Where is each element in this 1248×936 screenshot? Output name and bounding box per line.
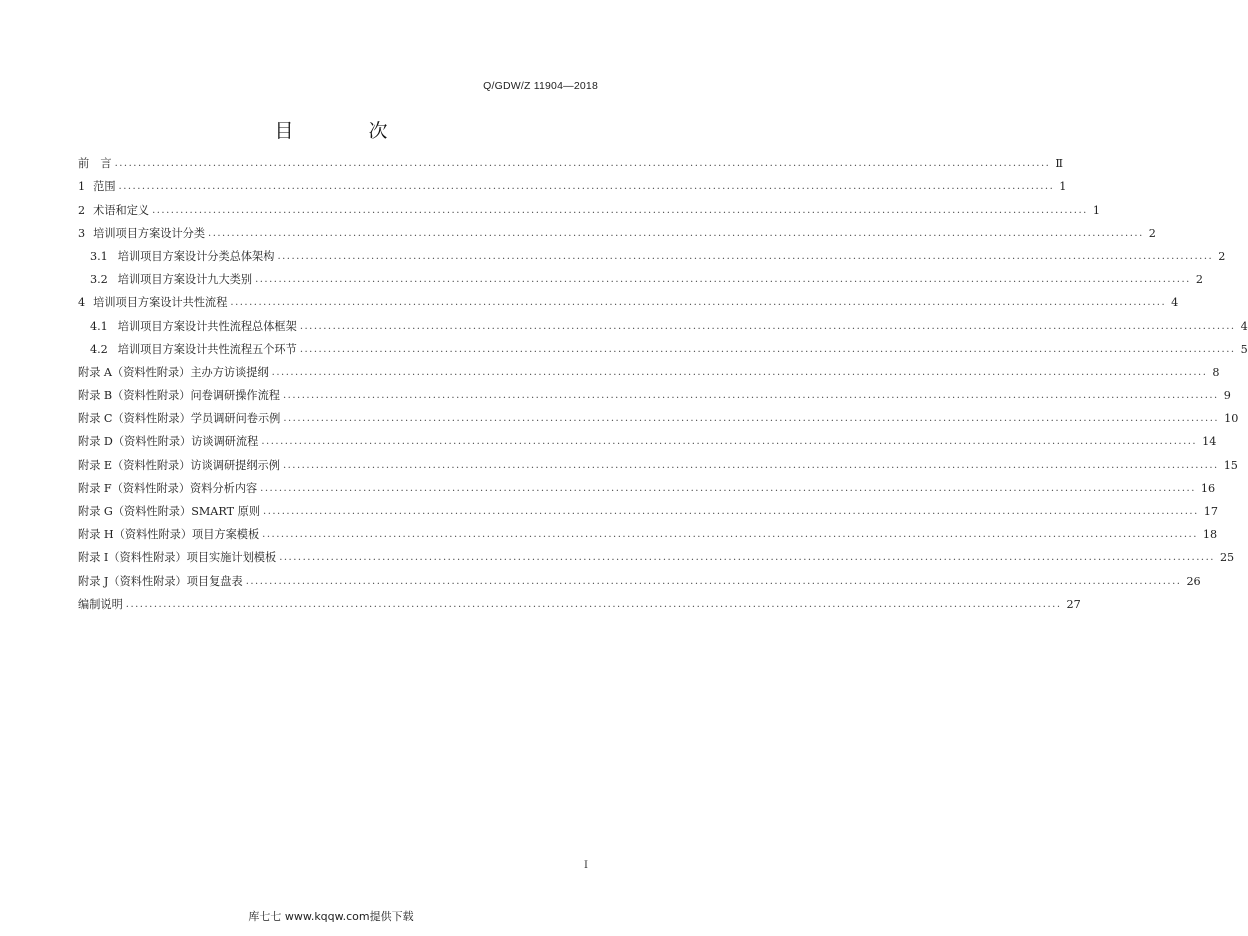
toc-entry-title: 培训项目方案设计共性流程总体框架 — [117, 319, 297, 333]
toc-entry-number: 2 — [78, 203, 86, 217]
toc-entry[interactable] — [78, 589, 1081, 612]
toc-entry-number: 4.1 — [90, 319, 108, 333]
toc-page-number: 2 — [1195, 273, 1203, 287]
toc-appendix-label: 附录 A（资料性附录） — [78, 365, 191, 379]
download-watermark: 库七七 www.kqqw.com提供下载 — [248, 910, 414, 923]
toc-page-number: Ⅱ — [1055, 157, 1063, 171]
toc-entry-title: 问卷调研操作流程 — [190, 389, 280, 403]
toc-entry[interactable] — [78, 473, 1216, 496]
toc-page-number: 8 — [1212, 365, 1220, 379]
toc-entry-title: 编制说明 — [78, 597, 123, 611]
page-number: I — [584, 860, 588, 871]
toc-page-number: 5 — [1240, 342, 1248, 356]
dot-leader: ........................................................................................................................................................................................................ — [152, 204, 1088, 216]
dot-leader: ........................................................................................................................................................................................................ — [263, 506, 1199, 517]
toc-entry-number: 4.2 — [90, 342, 108, 356]
dot-leader: ........................................................................................................................................................................................................ — [271, 366, 1208, 378]
toc-entry-title: 培训项目方案设计共性流程五个环节 — [117, 342, 297, 356]
toc-appendix-label: 附录 C（资料性附录） — [78, 412, 191, 426]
toc-entry[interactable] — [78, 449, 1238, 472]
toc-page-number: 18 — [1202, 528, 1218, 542]
toc-appendix-label: 附录 G（资料性附录） — [78, 505, 192, 518]
toc-entry[interactable] — [78, 241, 1226, 264]
dot-leader: ........................................................................................................................................................................................................ — [299, 343, 1236, 355]
dot-leader: ........................................................................................................................................................................................................ — [230, 297, 1167, 309]
toc-entry-number: 3.1 — [90, 249, 108, 263]
toc-entry[interactable] — [78, 171, 1067, 194]
toc-page-number: 4 — [1171, 296, 1179, 310]
toc-entry-number: 4 — [78, 296, 86, 310]
toc-entry-title: 访谈调研流程 — [191, 435, 259, 449]
toc-page-number: 10 — [1224, 412, 1239, 426]
toc-appendix-label: 附录 I（资料性附录） — [78, 551, 187, 565]
toc-page-number: 2 — [1218, 249, 1226, 263]
toc-entry-title: 前 言 — [78, 157, 112, 171]
toc-appendix-label: 附录 J（资料性附录） — [78, 574, 187, 588]
toc-page-number: 25 — [1219, 551, 1235, 565]
toc-entry-title: 范围 — [93, 180, 116, 194]
toc-entry[interactable] — [78, 565, 1201, 588]
toc-appendix-label: 附录 F（资料性附录） — [78, 481, 191, 495]
dot-leader: ........................................................................................................................................................................................................ — [125, 598, 1062, 610]
dot-leader: ........................................................................................................................................................................................................ — [279, 552, 1215, 564]
toc-page-number: 2 — [1148, 226, 1156, 240]
toc-entry[interactable] — [78, 380, 1231, 403]
toc-appendix-label: 附录 D（资料性附录） — [78, 435, 192, 449]
toc-entry[interactable] — [78, 519, 1218, 542]
toc-entry-number: 3.2 — [90, 273, 108, 287]
dot-leader: ........................................................................................................................................................................................................ — [277, 250, 1214, 262]
toc-entry-title: 培训项目方案设计分类 — [93, 226, 206, 240]
toc-appendix-label: 附录 H（资料性附录） — [78, 528, 193, 542]
toc-entry-number: 1 — [78, 180, 86, 194]
page-title: 目 次 — [274, 120, 416, 142]
toc-page-number: 17 — [1203, 505, 1219, 518]
dot-leader: ........................................................................................................................................................................................................ — [261, 436, 1198, 448]
toc-entry-title: 培训项目方案设计九大类别 — [117, 273, 253, 287]
toc-entry[interactable] — [78, 426, 1217, 449]
toc-page-number: 14 — [1202, 435, 1217, 449]
toc-entry[interactable] — [78, 496, 1219, 519]
toc-entry-number: 3 — [78, 226, 86, 240]
toc-entry-title: SMART 原则 — [191, 505, 261, 518]
toc-entry-title: 术语和定义 — [93, 203, 150, 217]
toc-appendix-label: 附录 E（资料性附录） — [78, 458, 191, 472]
toc-entry[interactable] — [78, 310, 1248, 333]
toc-page-number: 1 — [1092, 203, 1100, 217]
dot-leader: ........................................................................................................................................................................................................ — [114, 158, 1051, 170]
dot-leader: ........................................................................................................................................................................................................ — [260, 482, 1196, 494]
toc-page-number: 16 — [1200, 481, 1216, 495]
dot-leader: ........................................................................................................................................................................................................ — [283, 413, 1220, 425]
toc-entry-title: 资料分析内容 — [190, 481, 258, 495]
dot-leader: ........................................................................................................................................................................................................ — [208, 227, 1144, 239]
toc-entry-title: 主办方访谈提纲 — [190, 365, 269, 379]
toc-entry-title: 培训项目方案设计分类总体架构 — [117, 249, 275, 263]
toc-entry[interactable] — [78, 287, 1179, 310]
toc-page-number: 15 — [1223, 458, 1238, 472]
toc-page-number: 1 — [1059, 180, 1067, 194]
dot-leader: ........................................................................................................................................................................................................ — [282, 390, 1219, 402]
toc-entry[interactable] — [78, 194, 1100, 217]
toc-entry[interactable] — [78, 357, 1220, 380]
toc-entry-title: 学员调研问卷示例 — [190, 412, 281, 426]
toc-entry[interactable] — [78, 542, 1235, 565]
toc-entry[interactable] — [78, 264, 1203, 287]
toc-page-number: 26 — [1186, 574, 1201, 588]
toc-entry[interactable] — [78, 218, 1156, 241]
toc-entry[interactable] — [78, 334, 1248, 357]
toc-appendix-label: 附录 B（资料性附录） — [78, 389, 191, 403]
table-of-contents — [78, 148, 1248, 612]
dot-leader: ........................................................................................................................................................................................................ — [262, 529, 1198, 541]
dot-leader: ........................................................................................................................................................................................................ — [118, 181, 1055, 193]
toc-page-number: 9 — [1223, 389, 1231, 403]
toc-entry-title: 访谈调研提纲示例 — [190, 458, 280, 472]
toc-entry[interactable] — [78, 148, 1063, 171]
dot-leader: ........................................................................................................................................................................................................ — [299, 320, 1236, 332]
toc-page-number: 27 — [1066, 597, 1081, 611]
dot-leader: ........................................................................................................................................................................................................ — [282, 459, 1219, 471]
standard-code: Q/GDW/Z 11904—2018 — [483, 80, 598, 92]
toc-entry-title: 项目实施计划模板 — [186, 551, 277, 565]
dot-leader: ........................................................................................................................................................................................................ — [245, 575, 1182, 587]
dot-leader: ........................................................................................................................................................................................................ — [255, 274, 1191, 286]
toc-entry-title: 项目方案模板 — [192, 528, 260, 542]
toc-entry-title: 项目复盘表 — [186, 574, 243, 588]
toc-page-number: 4 — [1240, 319, 1248, 333]
toc-entry-title: 培训项目方案设计共性流程 — [93, 296, 228, 310]
toc-entry[interactable] — [78, 403, 1239, 426]
